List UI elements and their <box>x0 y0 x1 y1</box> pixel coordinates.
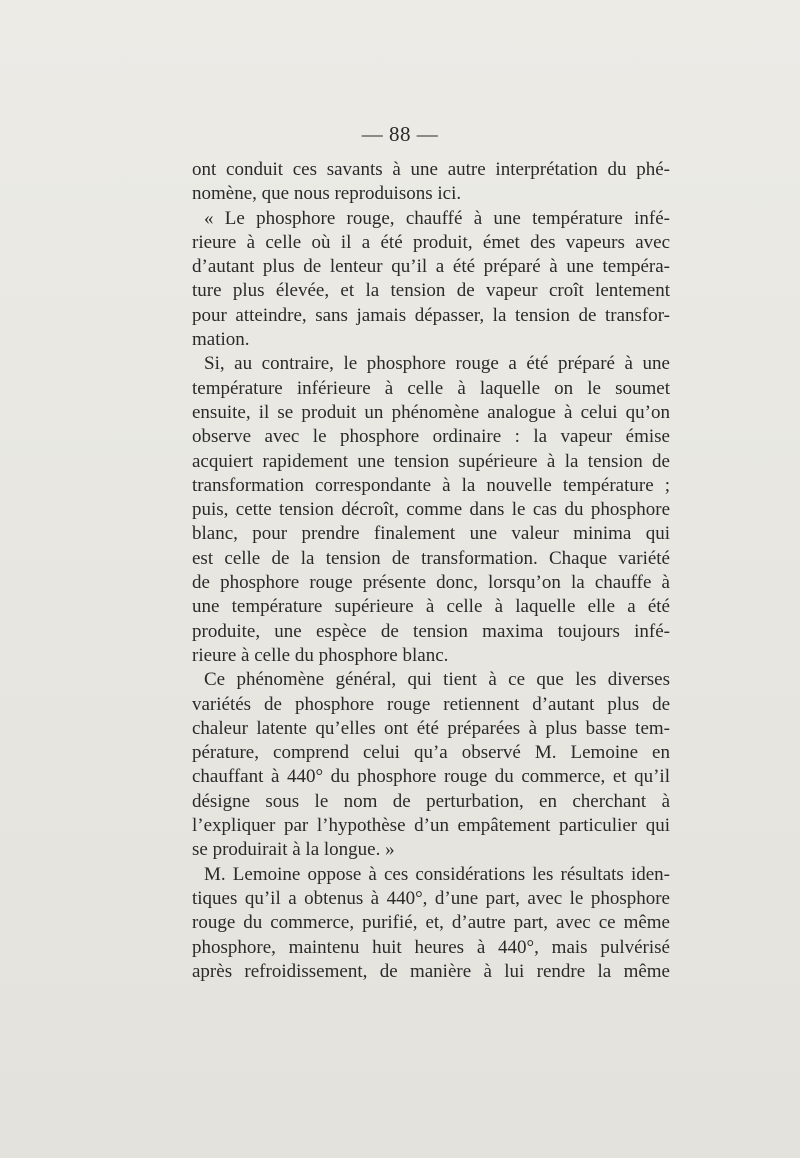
text-line: « Le phosphore rouge, chauffé à une température infé- <box>204 207 670 229</box>
text-line: produite, une espèce de tension maxima toujours infé- <box>192 620 670 642</box>
text-line: Si, au contraire, le phosphore rouge a été préparé à une <box>204 353 670 375</box>
text-line: M. Lemoine oppose à ces considérations les résultats iden- <box>204 863 670 885</box>
text-line: pour atteindre, sans jamais dépasser, la tension de transfor- <box>192 304 670 326</box>
text-line: l’expliquer par l’hypothèse d’un empâtement particulier qui <box>192 815 670 837</box>
text-line: observe avec le phosphore ordinaire : la vapeur émise <box>192 426 670 448</box>
text-line: ont conduit ces savants à une autre interprétation du phé- <box>192 159 670 180</box>
text-line: acquiert rapidement une tension supérieure à la tension de <box>192 450 670 472</box>
text-line: ture plus élevée, et la tension de vapeur croît lentement <box>192 280 670 302</box>
text-line: rieure à celle du phosphore blanc. <box>192 644 449 666</box>
text-line: après refroidissement, de manière à lui rendre la même <box>192 960 670 982</box>
text-line: pérature, comprend celui qu’a observé M. Lemoine en <box>192 742 670 764</box>
text-line: désigne sous le nom de perturbation, en cherchant à <box>192 790 670 812</box>
text-line: température inférieure à celle à laquelle on le soumet <box>192 377 670 399</box>
text-line: d’autant plus de lenteur qu’il a été préparé à une tempéra- <box>192 256 670 278</box>
text-line: ensuite, il se produit un phénomène analogue à celui qu’on <box>192 401 670 423</box>
text-line: chaleur latente qu’elles ont été préparées à plus basse tem- <box>192 717 670 739</box>
text-line: rieure à celle où il a été produit, émet des vapeurs avec <box>192 231 670 253</box>
text-line: de phosphore rouge présente donc, lorsqu’on la chauffe à <box>192 572 670 594</box>
text-line: tiques qu’il a obtenus à 440°, d’une part, avec le phosphore <box>192 887 670 909</box>
text-line: blanc, pour prendre finalement une valeur minima qui <box>192 523 670 545</box>
text-line: phosphore, maintenu huit heures à 440°, mais pulvérisé <box>192 936 670 958</box>
text-line: rouge du commerce, purifié, et, d’autre part, avec ce même <box>192 912 670 934</box>
page-number: — 88 — <box>361 122 439 146</box>
body-text <box>192 158 670 984</box>
text-line: nomène, que nous reproduisons ici. <box>192 183 462 205</box>
text-line: est celle de la tension de transformation. Chaque variété <box>192 547 670 569</box>
text-line: puis, cette tension décroît, comme dans le cas du phosphore <box>192 499 670 521</box>
text-line: variétés de phosphore rouge retiennent d’autant plus de <box>192 693 670 715</box>
text-line: se produirait à la longue. » <box>192 839 395 861</box>
text-line: mation. <box>192 329 250 351</box>
text-line: chauffant à 440° du phosphore rouge du commerce, et qu’il <box>192 766 670 788</box>
text-line: Ce phénomène général, qui tient à ce que les diverses <box>204 669 670 691</box>
text-line: une température supérieure à celle à laquelle elle a été <box>192 596 670 618</box>
text-line: transformation correspondante à la nouvelle température ; <box>192 474 670 496</box>
